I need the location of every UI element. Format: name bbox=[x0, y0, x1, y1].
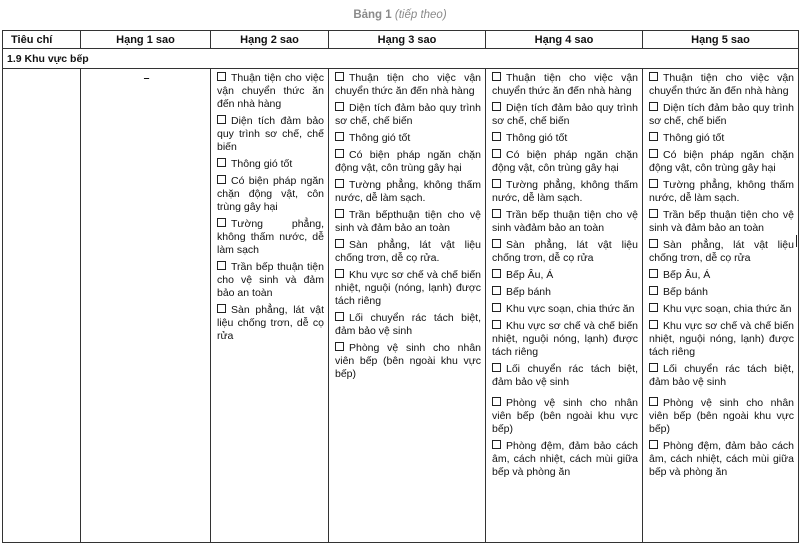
criterion-text: Diện tích đảm bảo quy trình sơ chế, chế biến bbox=[492, 102, 638, 127]
criterion-text: Khu vực sơ chế và chế biến nhiệt, nguội (nóng, lạnh) được tách riêng bbox=[335, 269, 481, 307]
criterion-text: Lối chuyển rác tách biệt, đảm bảo vệ sinh bbox=[649, 363, 794, 388]
criterion-text: Diện tích đảm bảo quy trình sơ chế, chế biến bbox=[649, 102, 794, 127]
criterion-item bbox=[649, 149, 794, 175]
criterion-item bbox=[335, 342, 481, 381]
criterion-item bbox=[492, 303, 638, 316]
criterion-text: Bếp Âu, Á bbox=[506, 269, 554, 281]
section-row bbox=[3, 49, 799, 69]
criteria-table bbox=[2, 30, 799, 543]
criterion-item bbox=[217, 218, 324, 257]
checkbox-icon bbox=[492, 179, 501, 188]
criterion-item bbox=[492, 179, 638, 205]
criterion-text: Bếp bánh bbox=[663, 286, 708, 298]
criterion-item bbox=[492, 440, 638, 479]
checkbox-icon bbox=[335, 149, 344, 158]
criterion-item bbox=[649, 363, 794, 389]
list-2-star bbox=[217, 72, 324, 343]
checkbox-icon bbox=[217, 175, 226, 184]
criterion-text: Sàn phẳng, lát vật liệu chống trơn, dễ cọ rửa bbox=[492, 239, 638, 264]
checkbox-icon bbox=[649, 440, 658, 449]
criterion-item bbox=[217, 115, 324, 154]
header-2-star: Hạng 2 sao bbox=[211, 31, 329, 49]
criterion-text: Khu vực soạn, chia thức ăn bbox=[506, 303, 635, 315]
criterion-item bbox=[649, 397, 794, 436]
criterion-item bbox=[335, 72, 481, 98]
criterion-text: Diện tích đảm bảo quy trình sơ chế, chế biến bbox=[335, 102, 481, 127]
criterion-text: Sàn phẳng, lát vật liệu chống trơn, dễ cọ rửa bbox=[217, 304, 324, 342]
criterion-item bbox=[335, 179, 481, 205]
caption-title: Bảng 1 bbox=[353, 9, 392, 21]
criterion-text: Trần bếp thuận tiện cho vệ sinh vàđảm bảo an toàn bbox=[492, 209, 638, 234]
criterion-item bbox=[649, 269, 794, 282]
col-1-star-cell: – bbox=[81, 69, 211, 543]
checkbox-icon bbox=[649, 132, 658, 141]
checkbox-icon bbox=[649, 102, 658, 111]
criterion-item bbox=[649, 239, 794, 265]
checkbox-icon bbox=[649, 286, 658, 295]
header-criteria: Tiêu chí bbox=[3, 31, 81, 49]
checkbox-icon bbox=[649, 72, 658, 81]
criterion-item bbox=[335, 102, 481, 128]
col-2-star-cell bbox=[211, 69, 329, 543]
checkbox-icon bbox=[217, 115, 226, 124]
criterion-item bbox=[217, 304, 324, 343]
criterion-text: Tường phẳng, không thấm nước, dễ làm sạch. bbox=[649, 179, 794, 204]
list-5-star bbox=[649, 72, 794, 479]
criterion-item bbox=[492, 397, 638, 436]
criterion-item bbox=[492, 149, 638, 175]
checkbox-icon bbox=[649, 397, 658, 406]
checkbox-icon bbox=[649, 303, 658, 312]
checkbox-icon bbox=[492, 303, 501, 312]
criteria-cell bbox=[3, 69, 81, 543]
criterion-item bbox=[492, 363, 638, 389]
criterion-item bbox=[649, 209, 794, 235]
criterion-text: Tường phẳng, không thấm nước, dễ làm sạch. bbox=[492, 179, 638, 204]
criterion-text: Thông gió tốt bbox=[349, 132, 411, 144]
caption-note: (tiếp theo) bbox=[394, 9, 447, 21]
checkbox-icon bbox=[335, 342, 344, 351]
criterion-item bbox=[492, 132, 638, 145]
criterion-text: Bếp Âu, Á bbox=[663, 269, 711, 281]
col-4-star-cell bbox=[486, 69, 643, 543]
criterion-item bbox=[649, 132, 794, 145]
criterion-text: Thông gió tốt bbox=[506, 132, 568, 144]
checkbox-icon bbox=[492, 149, 501, 158]
checkbox-icon bbox=[335, 239, 344, 248]
criterion-item bbox=[217, 72, 324, 111]
criterion-text: Thuận tiện cho việc vận chuyển thức ăn đến nhà hàng bbox=[217, 72, 324, 110]
checkbox-icon bbox=[492, 102, 501, 111]
checkbox-icon bbox=[217, 304, 226, 313]
list-4-star bbox=[492, 72, 638, 479]
criterion-text: Phòng vệ sinh cho nhân viên bếp (bên ngoài khu vực bếp) bbox=[335, 342, 481, 380]
criterion-text: Sàn phẳng, lát vật liệu chống trơn, dễ cọ rửa bbox=[649, 239, 794, 264]
criterion-text: Phòng đệm, đảm bảo cách âm, cách nhiệt, cách mùi giữa bếp và phòng ăn bbox=[649, 440, 794, 478]
criterion-item bbox=[649, 440, 794, 479]
checkbox-icon bbox=[217, 218, 226, 227]
criterion-text: Thuận tiện cho việc vận chuyển thức ăn đến nhà hàng bbox=[649, 72, 794, 97]
checkbox-icon bbox=[335, 102, 344, 111]
checkbox-icon bbox=[492, 363, 501, 372]
checkbox-icon bbox=[649, 269, 658, 278]
criterion-item bbox=[649, 320, 794, 359]
checkbox-icon bbox=[335, 132, 344, 141]
checkbox-icon bbox=[492, 239, 501, 248]
criterion-item bbox=[335, 239, 481, 265]
checkbox-icon bbox=[217, 72, 226, 81]
criterion-text: Có biện pháp ngăn chặn động vật, côn trùng gây hại bbox=[335, 149, 481, 174]
checkbox-icon bbox=[649, 363, 658, 372]
checkbox-icon bbox=[492, 269, 501, 278]
checkbox-icon bbox=[217, 261, 226, 270]
checkbox-icon bbox=[217, 158, 226, 167]
checkbox-icon bbox=[492, 72, 501, 81]
criterion-text: Phòng vệ sinh cho nhân viên bếp (bên ngoài khu vực bếp) bbox=[649, 397, 794, 435]
criterion-text: Lối chuyển rác tách biệt, đảm bảo vệ sinh bbox=[335, 312, 481, 337]
criterion-text: Tường phẳng, không thấm nước, dễ làm sạch. bbox=[335, 179, 481, 204]
checkbox-icon bbox=[335, 179, 344, 188]
criterion-text: Thuận tiện cho việc vận chuyển thức ăn đến nhà hàng bbox=[492, 72, 638, 97]
list-3-star bbox=[335, 72, 481, 381]
criterion-text: Thông gió tốt bbox=[231, 158, 293, 170]
criterion-item bbox=[335, 149, 481, 175]
criterion-text: Thuận tiện cho việc vận chuyển thức ăn đến nhà hàng bbox=[335, 72, 481, 97]
checkbox-icon bbox=[649, 179, 658, 188]
checkbox-icon bbox=[492, 440, 501, 449]
criterion-item bbox=[217, 158, 324, 171]
header-row bbox=[3, 31, 799, 49]
criterion-item bbox=[492, 320, 638, 359]
criterion-item bbox=[492, 239, 638, 265]
checkbox-icon bbox=[492, 397, 501, 406]
header-5-star: Hạng 5 sao bbox=[643, 31, 799, 49]
checkbox-icon bbox=[335, 72, 344, 81]
checkbox-icon bbox=[335, 312, 344, 321]
text-cursor bbox=[796, 235, 797, 247]
criterion-text: Phòng vệ sinh cho nhân viên bếp (bên ngoài khu vực bếp) bbox=[492, 397, 638, 435]
criterion-item bbox=[335, 209, 481, 235]
checkbox-icon bbox=[335, 269, 344, 278]
criterion-item bbox=[649, 102, 794, 128]
criterion-text: Khu vực sơ chế và chế biến nhiệt, nguội nóng, lạnh) được tách riêng bbox=[492, 320, 638, 358]
header-1-star: Hạng 1 sao bbox=[81, 31, 211, 49]
header-3-star: Hạng 3 sao bbox=[329, 31, 486, 49]
content-row bbox=[3, 69, 799, 543]
criterion-item bbox=[492, 286, 638, 299]
col-5-star-cell bbox=[643, 69, 799, 543]
criterion-item bbox=[649, 286, 794, 299]
criterion-item bbox=[649, 303, 794, 316]
table-caption bbox=[0, 0, 800, 30]
criterion-text: Trần bếp thuận tiện cho vệ sinh và đảm bảo an toàn bbox=[217, 261, 324, 299]
criterion-text: Lối chuyển rác tách biệt, đảm bảo vệ sinh bbox=[492, 363, 638, 388]
criterion-text: Phòng đệm, đảm bảo cách âm, cách nhiệt, cách mùi giữa bếp và phòng ăn bbox=[492, 440, 638, 478]
criterion-item bbox=[217, 261, 324, 300]
criterion-text: Khu vực sơ chế và chế biến nhiệt, nguội nóng, lạnh) được tách riêng bbox=[649, 320, 794, 358]
criterion-text: Sàn phẳng, lát vật liệu chống trơn, dễ cọ rửa. bbox=[335, 239, 481, 264]
checkbox-icon bbox=[649, 209, 658, 218]
criterion-item bbox=[492, 72, 638, 98]
criterion-text: Có biện pháp ngăn chặn động vật, côn trùng gây hại bbox=[217, 175, 324, 213]
checkbox-icon bbox=[492, 286, 501, 295]
criterion-text: Trần bếp thuận tiện cho vệ sinh và đảm bảo an toàn bbox=[649, 209, 794, 234]
criterion-item bbox=[217, 175, 324, 214]
criterion-text: Khu vực soạn, chia thức ăn bbox=[663, 303, 792, 315]
checkbox-icon bbox=[492, 209, 501, 218]
header-4-star: Hạng 4 sao bbox=[486, 31, 643, 49]
criterion-text: Thông gió tốt bbox=[663, 132, 725, 144]
criterion-text: Diện tích đảm bảo quy trình sơ chế, chế biến bbox=[217, 115, 324, 153]
criterion-text: Bếp bánh bbox=[506, 286, 551, 298]
checkbox-icon bbox=[649, 239, 658, 248]
checkbox-icon bbox=[649, 149, 658, 158]
section-title: 1.9 Khu vực bếp bbox=[3, 49, 799, 69]
criterion-item bbox=[335, 269, 481, 308]
criterion-text: Có biện pháp ngăn chặn động vật, côn trùng gây hại bbox=[492, 149, 638, 174]
criterion-text: Trần bếpthuận tiện cho vệ sinh và đảm bảo an toàn bbox=[335, 209, 481, 234]
checkbox-icon bbox=[649, 320, 658, 329]
criterion-item bbox=[649, 72, 794, 98]
checkbox-icon bbox=[335, 209, 344, 218]
criterion-text: Có biện pháp ngăn chặn động vật, côn trùng gây hại bbox=[649, 149, 794, 174]
checkbox-icon bbox=[492, 132, 501, 141]
criterion-item bbox=[492, 209, 638, 235]
criterion-item bbox=[492, 269, 638, 282]
col-3-star-cell bbox=[329, 69, 486, 543]
criterion-item bbox=[335, 312, 481, 338]
criterion-item bbox=[649, 179, 794, 205]
criterion-text: Tường phẳng, không thấm nước, dễ làm sạch bbox=[217, 218, 324, 256]
criterion-item bbox=[335, 132, 481, 145]
checkbox-icon bbox=[492, 320, 501, 329]
criterion-item bbox=[492, 102, 638, 128]
